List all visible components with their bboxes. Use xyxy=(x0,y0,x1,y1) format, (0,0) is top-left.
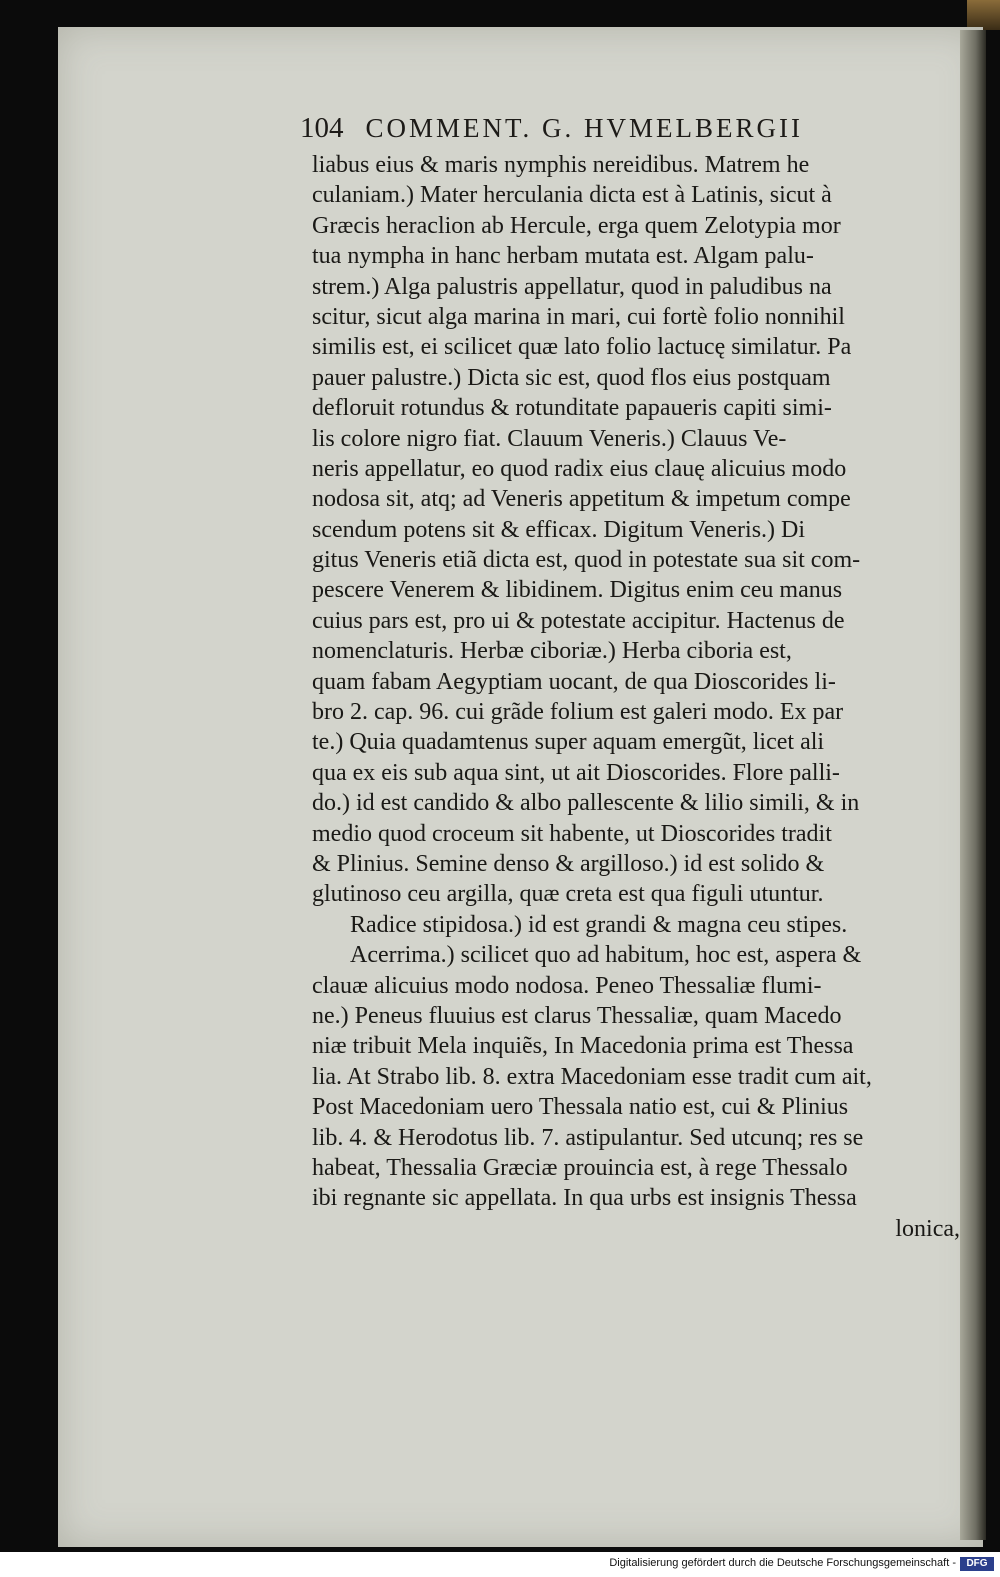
text-line: neris appellatur, eo quod radix eius clauę alicuius modo xyxy=(312,455,847,482)
text-line: scitur, sicut alga marina in mari, cui fortè folio nonnihil xyxy=(312,303,845,330)
text-line: lonica, xyxy=(895,1215,960,1242)
text-line: te.) Quia quadamtenus super aquam emergũt, licet ali xyxy=(312,729,825,756)
footer-bar xyxy=(0,1552,1000,1577)
running-title: COMMENT. G. HVMELBERGII xyxy=(365,113,803,143)
binder-clip xyxy=(967,0,1000,30)
text-line: Græcis heraclion ab Hercule, erga quem Zelotypia mor xyxy=(312,212,841,239)
funding-credit: Digitalisierung gefördert durch die Deutsche Forschungsgemeinschaft - xyxy=(609,1557,956,1569)
text-line: culaniam.) Mater herculania dicta est à Latinis, sicut à xyxy=(312,182,832,209)
text-line: qua ex eis sub aqua sint, ut ait Dioscorides. Flore palli- xyxy=(312,759,840,786)
text-line: gitus Veneris etiã dicta est, quod in potestate sua sit com- xyxy=(312,547,861,574)
text-line: Post Macedoniam uero Thessala natio est, cui & Plinius xyxy=(312,1094,849,1121)
text-line: Radice stipidosa.) id est grandi & magna ceu stipes. xyxy=(350,911,848,938)
text-line: & Plinius. Semine denso & argilloso.) id est solido & xyxy=(312,850,825,877)
page-number: 104 xyxy=(300,112,344,144)
text-line: scendum potens sit & efficax. Digitum Veneris.) Di xyxy=(312,516,806,543)
page-edge xyxy=(960,30,986,1540)
text-line: strem.) Alga palustris appellatur, quod in paludibus na xyxy=(312,273,832,300)
text-line: lis colore nigro fiat. Clauum Veneris.) Clauus Ve- xyxy=(312,425,787,452)
text-line: medio quod croceum sit habente, ut Dioscorides tradit xyxy=(312,820,832,847)
text-line: clauæ alicuius modo nodosa. Peneo Thessaliæ flumi- xyxy=(312,972,822,999)
text-line: defloruit rotundus & rotunditate papaueris capiti simi- xyxy=(312,395,832,422)
text-line: bro 2. cap. 96. cui grãde folium est galeri modo. Ex par xyxy=(312,699,844,726)
text-line: habeat, Thessalia Græciæ prouincia est, à rege Thessalo xyxy=(312,1154,848,1181)
text-line: nodosa sit, atq; ad Veneris appetitum & impetum compe xyxy=(312,486,851,513)
text-line: niæ tribuit Mela inquiẽs, In Macedonia prima est Thessa xyxy=(312,1033,854,1060)
text-line: pescere Venerem & libidinem. Digitus enim ceu manus xyxy=(312,577,843,604)
text-line: tua nympha in hanc herbam mutata est. Algam palu- xyxy=(312,243,814,270)
text-line: cuius pars est, pro ui & potestate accipitur. Hactenus de xyxy=(312,607,845,634)
body-text xyxy=(312,150,960,1244)
text-line: lia. At Strabo lib. 8. extra Macedoniam esse tradit cum ait, xyxy=(312,1063,872,1090)
dfg-logo: DFG xyxy=(960,1557,994,1571)
text-line: liabus eius & maris nymphis nereidibus. Matrem he xyxy=(312,152,810,178)
text-line: nomenclaturis. Herbæ ciboriæ.) Herba ciboria est, xyxy=(312,638,792,665)
text-line: lib. 4. & Herodotus lib. 7. astipulantur. Sed utcunq; res se xyxy=(312,1124,864,1151)
running-header xyxy=(300,112,920,148)
text-line: Acerrima.) scilicet quo ad habitum, hoc est, aspera & xyxy=(350,942,862,969)
text-line: do.) id est candido & albo pallescente & lilio simili, & in xyxy=(312,790,860,817)
text-line: ne.) Peneus fluuius est clarus Thessaliæ, quam Macedo xyxy=(312,1002,842,1029)
text-line: ibi regnante sic appellata. In qua urbs est insignis Thessa xyxy=(312,1185,857,1212)
text-line: pauer palustre.) Dicta sic est, quod flos eius postquam xyxy=(312,364,831,391)
text-line: quam fabam Aegyptiam uocant, de qua Dioscorides li- xyxy=(312,668,836,695)
text-line: glutinoso ceu argilla, quæ creta est qua figuli utuntur. xyxy=(312,881,824,908)
text-line: similis est, ei scilicet quæ lato folio lactucę similatur. Pa xyxy=(312,334,852,361)
